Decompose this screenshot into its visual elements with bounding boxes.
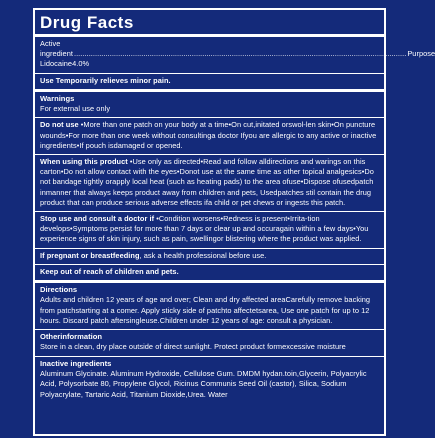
when-using-section [35, 155, 384, 212]
other-information-section [35, 330, 384, 357]
purpose-label: Purpose [407, 49, 435, 59]
inactive-ingredients-text: Aluminum Glycinate. Aluminum Hydroxide, Cellulose Gum. DMDM hydan.toin,Glycerin, Polyacrylic Acid, Polysorbate 80, Propylene Glycol, Ricinus Communis Seed Oil (castor), Silica, Sodium Polyacrylate, Tartaric Acid, Titanium Dioxide,Urea. Water [40, 369, 367, 399]
active-ingredient-section [35, 37, 435, 74]
do-not-use-section [35, 118, 384, 155]
other-information-text: Store in a clean, dry place outside of direct sunlight. Protect product formexcessive moisture [40, 342, 346, 352]
when-using-lead: When using this product [40, 157, 128, 167]
external-use-text: For external use only [40, 104, 111, 114]
pregnant-section [35, 249, 384, 265]
warnings-heading: Warnings [40, 93, 75, 103]
do-not-use-lead: Do not use [40, 120, 79, 130]
do-not-use-text: •More than one patch on your body at a time•On cut,initated orswol-len skin•On puncture wounds•For more than one week without consultinga doctor Ifyou are allergic to any active or inactive ingredients•If pouch isdamaged or opened. [40, 120, 377, 150]
directions-section [35, 283, 384, 330]
pregnant-lead: If pregnant or breastfeeding [40, 250, 140, 260]
warnings-section [35, 92, 384, 119]
uses-text: Use Temporarily relieves minor pain. [40, 75, 171, 85]
pregnant-text: , ask a health professional before use. [139, 250, 267, 260]
drug-facts-panel [33, 8, 435, 436]
stop-use-text: •Condition worsens•Redness is present•Irrita-tion develops•Symptoms persist for more than 7 days or clear up and occuragain within a few days•You experience signs of skin injury, such as pain, swellingor blistering where the product was applied. [40, 214, 369, 244]
keep-out-text: Keep out of reach of children and pets. [40, 266, 179, 276]
uses-section [35, 74, 384, 92]
when-using-text: •Use only as directed•Read and follow alldirections and warings on this carton•Do not allow contact with the eyes•Donot use at the same time as other topical analgesics•Do not bandage tightly orapply local heat (such as heating pads) to the area ofuse•Dispose ofusedpatch inmanner that always keeps product away from children and pets, Usedpatches stil contain the drug product that can produce serious adverse effects ifa child or pet chews or ingests this patch. [40, 157, 374, 207]
inactive-ingredients-section [35, 357, 384, 403]
other-information-heading: Otherinformation [40, 332, 103, 342]
active-ingredient-label: Active ingredient [40, 39, 73, 59]
drug-facts-title: Drug Facts [35, 10, 384, 37]
inactive-ingredients-heading: Inactive ingredients [40, 358, 112, 368]
active-ingredient-value: Lidocaine4.0% [40, 59, 90, 69]
stop-use-lead: Stop use and consult a doctor if [40, 214, 155, 224]
stop-use-section [35, 212, 384, 249]
directions-heading: Directions [40, 285, 78, 295]
leader-dots: .............................................................................................................................................................. [73, 49, 407, 59]
keep-out-section [35, 265, 384, 283]
directions-text: Adults and children 12 years of age and over; Clean and dry affected areaCarefully remove backing from patchstarting at a comer. Apply sticky side of patchto affectetsarea, Use one patch for up to 12 hours. Discard patch aftersingleuse.Children under 12 years of age: consult a physician. [40, 295, 371, 325]
